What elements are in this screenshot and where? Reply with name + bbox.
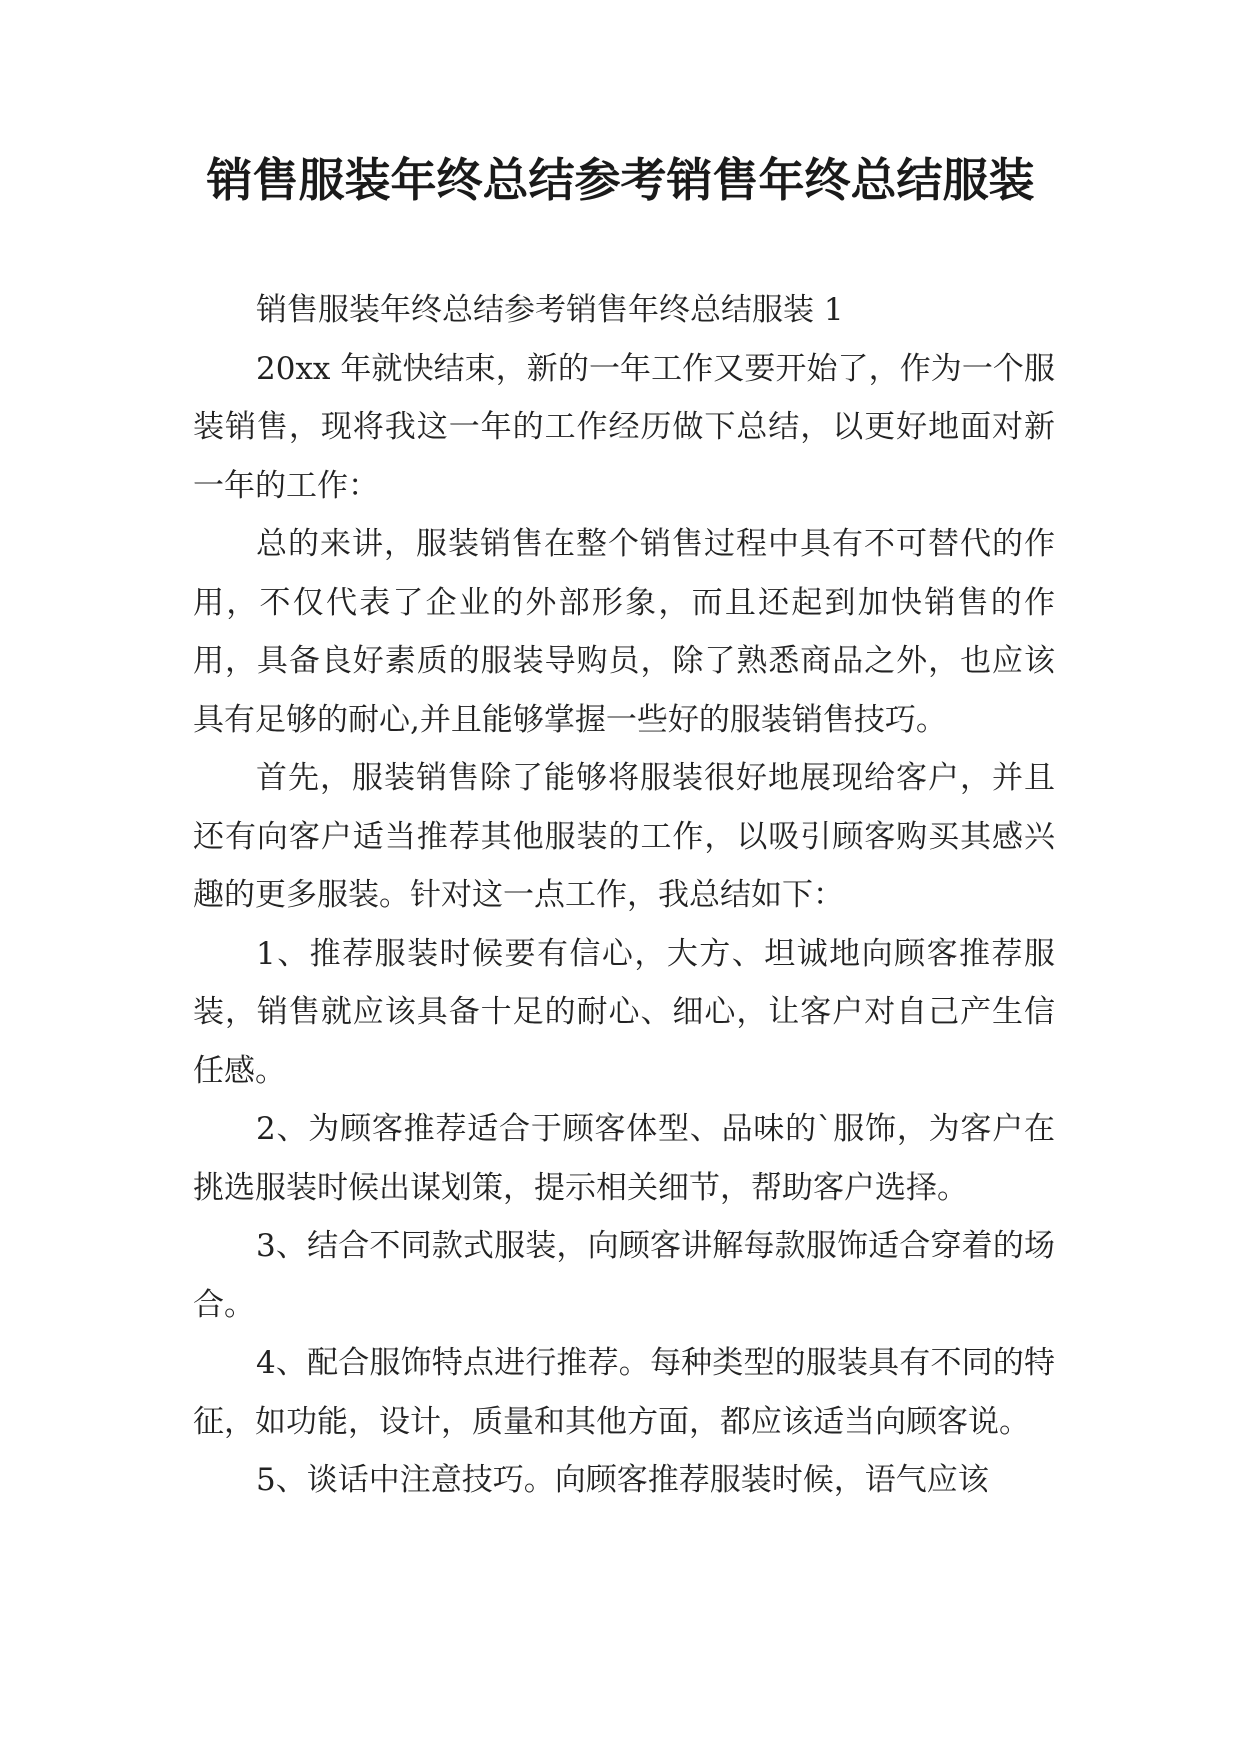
list-item-2: 2、为顾客推荐适合于顾客体型、品味的`服饰，为客户在挑选服装时候出谋划策，提示相关细节，帮助客户选择。 [193, 1111, 1055, 1206]
first-point-paragraph: 首先，服装销售除了能够将服装很好地展现给客户，并且还有向客户适当推荐其他服装的工作，以吸引顾客购买其感兴趣的更多服装。针对这一点工作，我总结如下： [193, 760, 1055, 913]
list-item-1: 1、推荐服装时候要有信心，大方、坦诚地向顾客推荐服装，销售就应该具备十足的耐心、细心，让客户对自己产生信任感。 [193, 935, 1055, 1089]
document-body [193, 281, 1055, 1510]
list-item-3: 3、结合不同款式服装，向顾客讲解每款服饰适合穿着的场合。 [193, 1228, 1055, 1323]
subtitle-paragraph: 销售服装年终总结参考销售年终总结服装 1 [256, 292, 844, 328]
list-item-4: 4、配合服饰特点进行推荐。每种类型的服装具有不同的特征，如功能，设计，质量和其他方面，都应该适当向顾客说。 [193, 1345, 1055, 1440]
document-title: 销售服装年终总结参考销售年终总结服装 [206, 153, 1035, 207]
intro-paragraph: 20xx 年就快结束，新的一年工作又要开始了，作为一个服装销售，现将我这一年的工作经历做下总结，以更好地面对新一年的工作： [193, 350, 1055, 504]
overview-paragraph: 总的来讲，服装销售在整个销售过程中具有不可替代的作用，不仅代表了企业的外部形象，而且还起到加快销售的作用，具备良好素质的服装导购员，除了熟悉商品之外，也应该具有足够的耐心,并且能够掌握一些好的服装销售技巧。 [193, 526, 1055, 738]
list-item-5: 5、谈话中注意技巧。向顾客推荐服装时候，语气应该 [256, 1462, 989, 1498]
